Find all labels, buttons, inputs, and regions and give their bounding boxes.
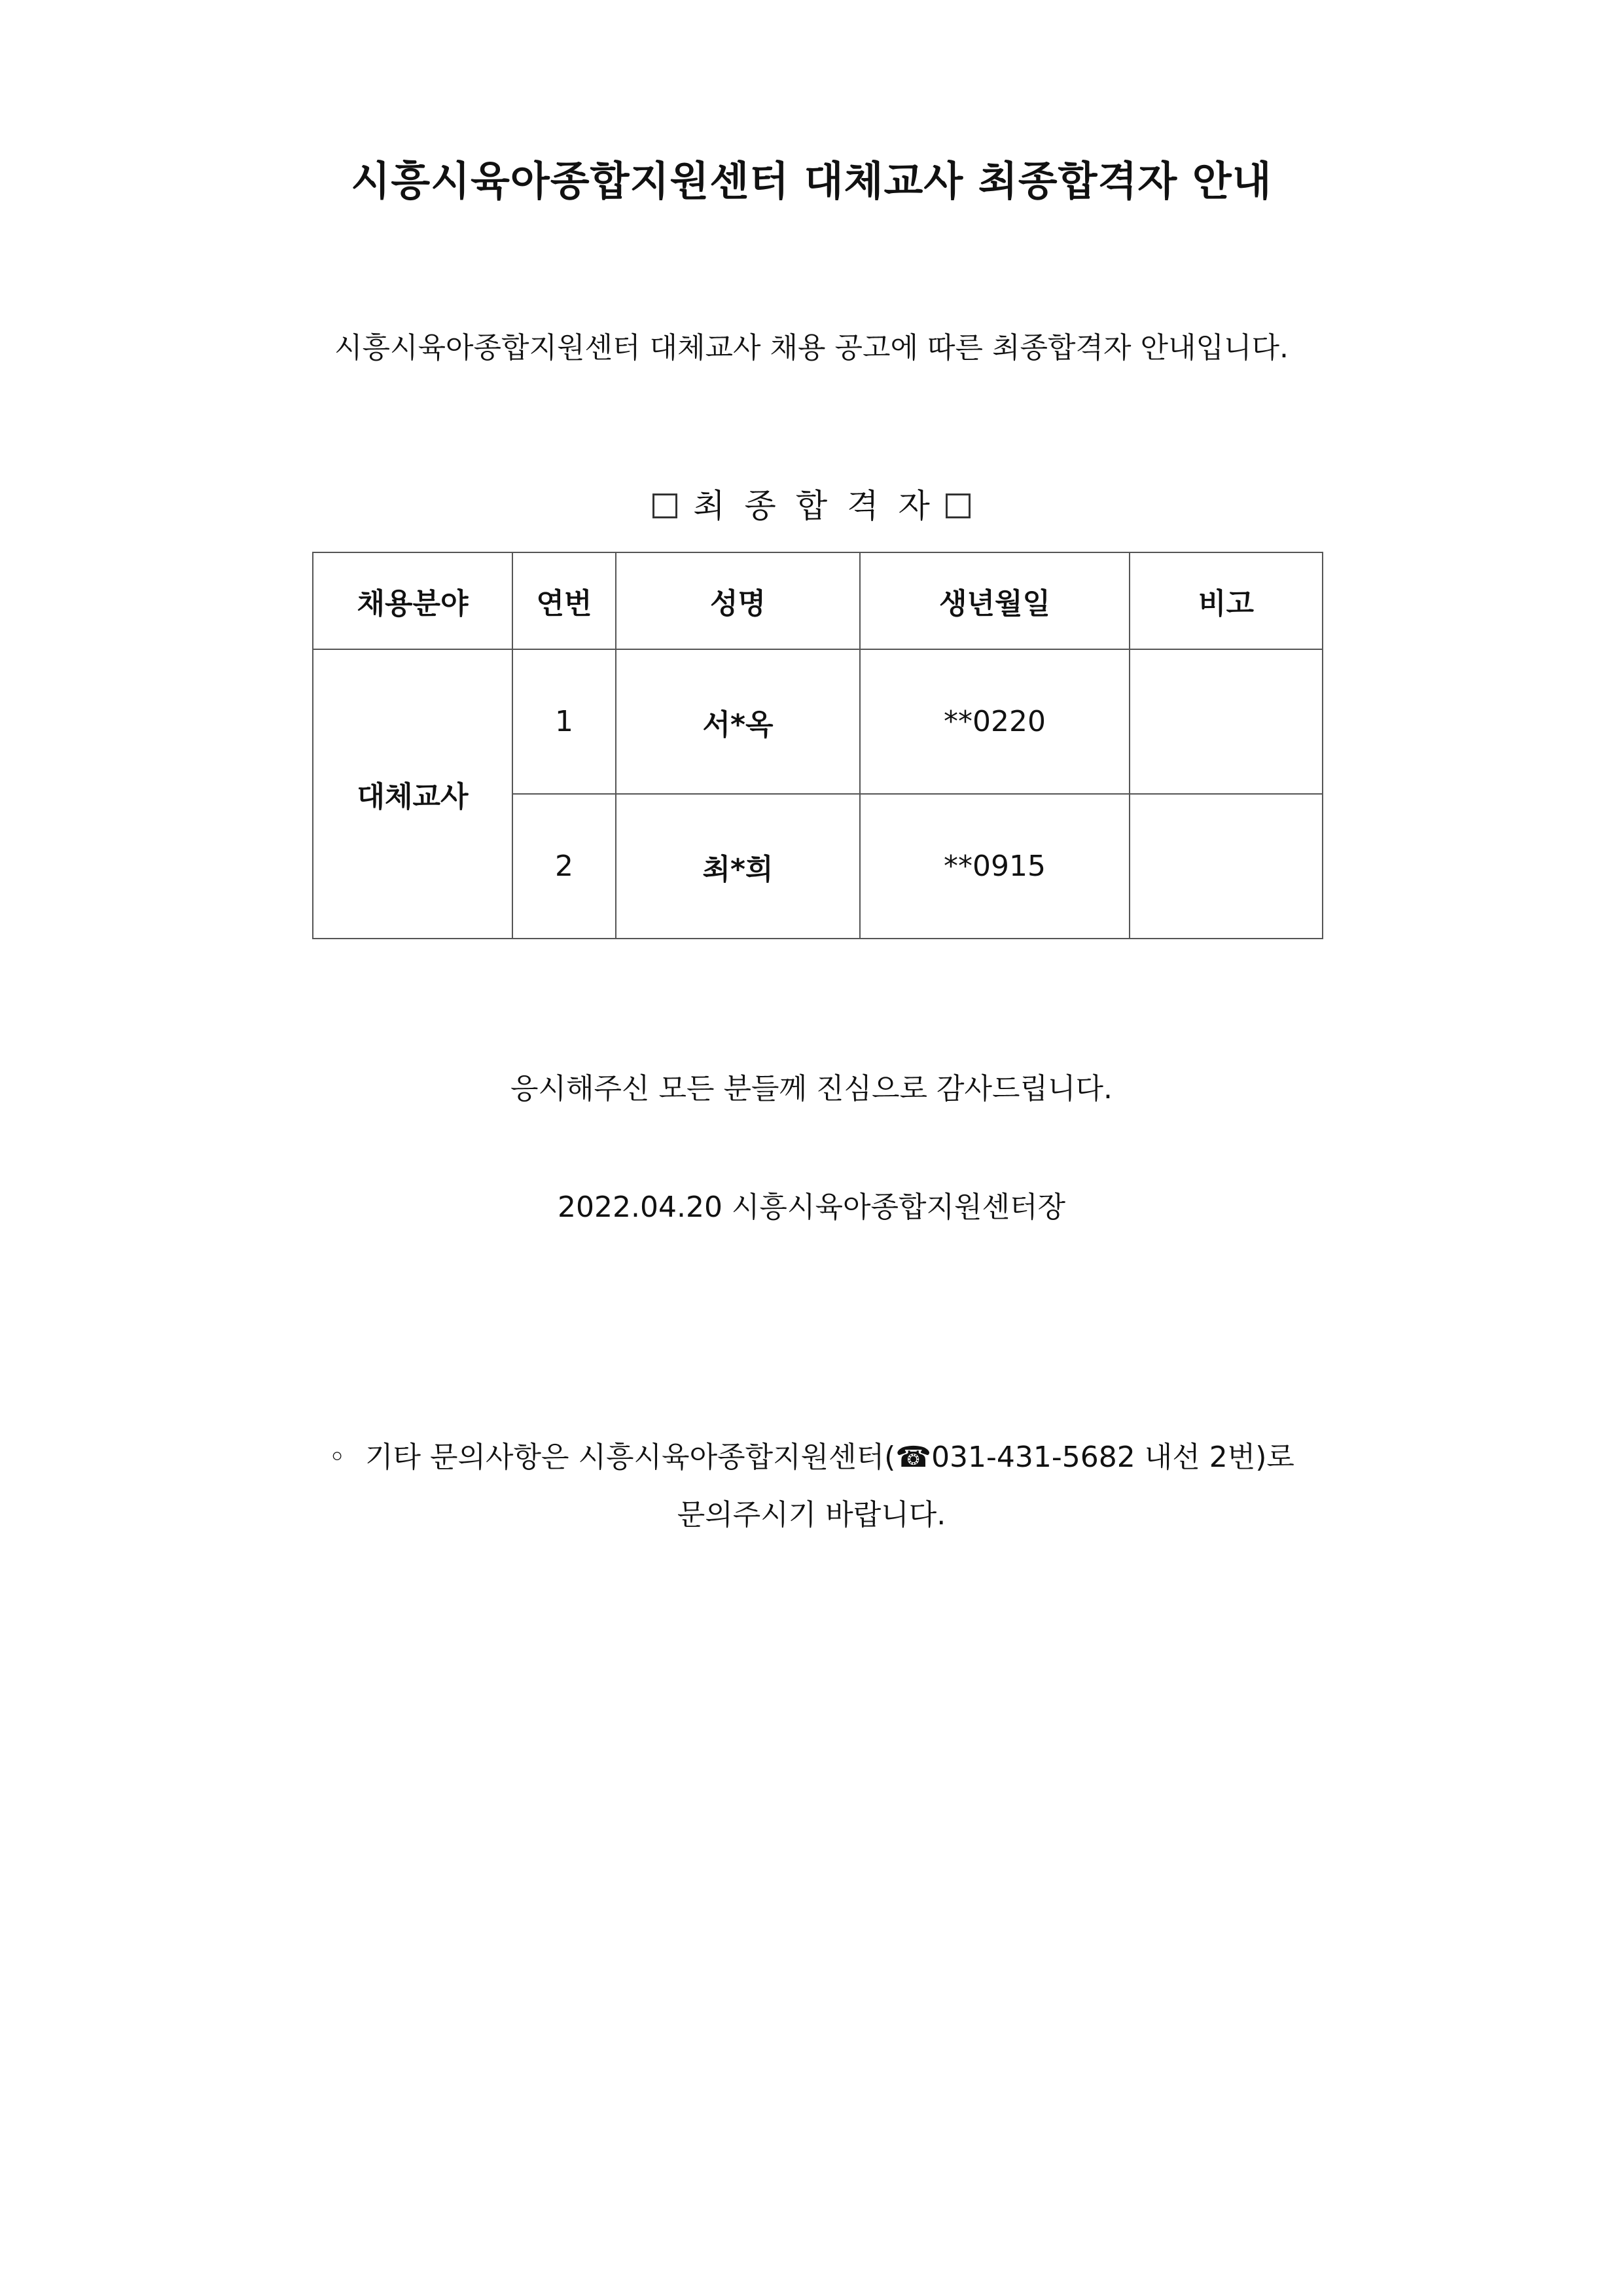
bullet-icon: ◦	[329, 1441, 346, 1474]
header-field: 채용분야	[313, 552, 512, 649]
table-row	[313, 649, 1323, 794]
header-number: 연번	[512, 552, 616, 649]
cell-field: 대체교사	[313, 649, 512, 939]
contact-note	[0, 1429, 1623, 1544]
cell-name: 최*희	[616, 794, 860, 939]
header-note: 비고	[1130, 552, 1323, 649]
table-header-row	[313, 552, 1323, 649]
cell-number: 2	[512, 794, 616, 939]
contact-line-1	[0, 1429, 1623, 1486]
cell-name: 서*옥	[616, 649, 860, 794]
square-icon	[946, 493, 971, 518]
section-heading-label: 최종합격자	[693, 487, 950, 525]
signature-line: 2022.04.20 시흥시육아종합지원센터장	[558, 1191, 1065, 1224]
cell-number: 1	[512, 649, 616, 794]
contact-line-2: 문의주시기 바랍니다.	[677, 1498, 946, 1532]
results-table	[312, 552, 1323, 939]
header-name: 성명	[616, 552, 860, 649]
cell-birthdate: **0915	[860, 794, 1130, 939]
contact-text-1: 기타 문의사항은 시흥시육아종합지원센터(☎031-431-5682 내선 2번)로	[365, 1441, 1294, 1474]
header-birthdate: 생년월일	[860, 552, 1130, 649]
section-heading	[0, 483, 1623, 529]
cell-note	[1130, 649, 1323, 794]
cell-note	[1130, 794, 1323, 939]
intro-text: 시흥시육아종합지원센터 대체교사 채용 공고에 따른 최종합격자 안내입니다.	[334, 331, 1289, 365]
cell-birthdate: **0220	[860, 649, 1130, 794]
page-title: 시흥시육아종합지원센터 대체교사 최종합격자 안내	[351, 157, 1272, 205]
thanks-text: 응시해주신 모든 분들께 진심으로 감사드립니다.	[510, 1072, 1113, 1105]
square-icon	[652, 493, 677, 518]
